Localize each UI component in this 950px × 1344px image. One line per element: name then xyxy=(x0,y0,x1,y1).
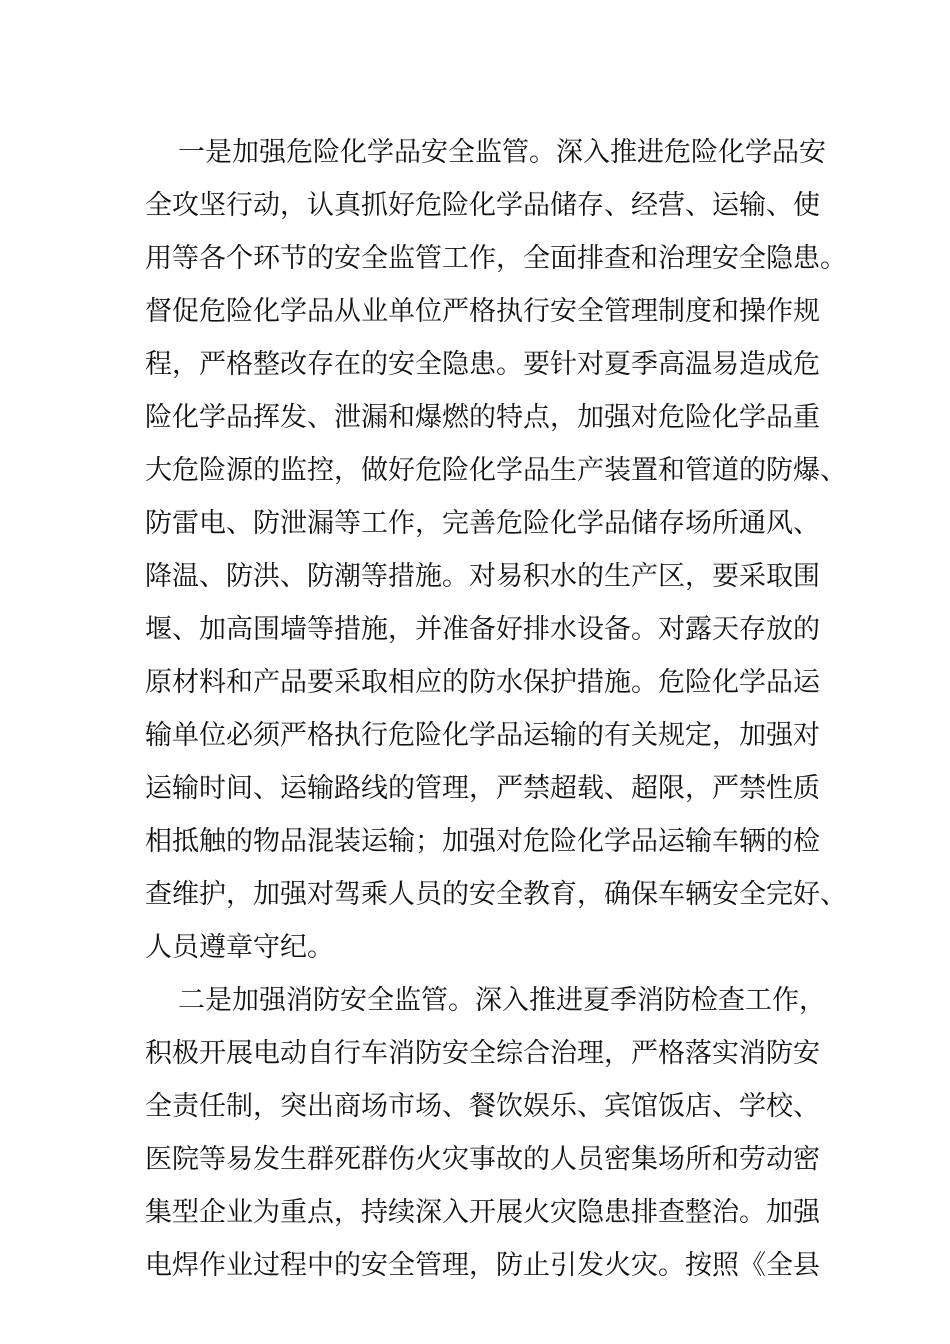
paragraph-1-line-12: 输单位必须严格执行危险化学品运输的有关规定，加强对 xyxy=(145,720,820,751)
paragraph-2-line-3: 全责任制，突出商场市场、餐饮娱乐、宾馆饭店、学校、 xyxy=(145,1091,820,1122)
paragraph-1-line-15: 查维护，加强对驾乘人员的安全教育，确保车辆安全完好、 xyxy=(145,879,847,910)
body-text xyxy=(145,126,847,1292)
paragraph-1-line-5: 程，严格整改存在的安全隐患。要针对夏季高温易造成危 xyxy=(145,349,820,380)
paragraph-1-line-11: 原材料和产品要采取相应的防水保护措施。危险化学品运 xyxy=(145,667,820,698)
paragraph-1-line-4: 督促危险化学品从业单位严格执行安全管理制度和操作规 xyxy=(145,296,820,327)
paragraph-2-line-6: 电焊作业过程中的安全管理，防止引发火灾。按照《全县 xyxy=(145,1250,820,1281)
paragraph-1-line-10: 堰、加高围墙等措施，并准备好排水设备。对露天存放的 xyxy=(145,614,820,645)
paragraph-1-line-1: 一是加强危险化学品安全监管。深入推进危险化学品安 xyxy=(178,137,826,168)
paragraph-2-line-4: 医院等易发生群死群伤火灾事故的人员密集场所和劳动密 xyxy=(145,1144,820,1175)
paragraph-1-line-16: 人员遵章守纪。 xyxy=(145,932,334,963)
paragraph-1-line-6: 险化学品挥发、泄漏和爆燃的特点，加强对危险化学品重 xyxy=(145,402,820,433)
paragraph-1-line-14: 相抵触的物品混装运输；加强对危险化学品运输车辆的检 xyxy=(145,826,820,857)
paragraph-1-line-7: 大危险源的监控，做好危险化学品生产装置和管道的防爆、 xyxy=(145,455,847,486)
paragraph-1-line-3: 用等各个环节的安全监管工作，全面排查和治理安全隐患。 xyxy=(145,243,847,274)
paragraph-1-line-9: 降温、防洪、防潮等措施。对易积水的生产区，要采取围 xyxy=(145,561,820,592)
paragraph-2-line-2: 积极开展电动自行车消防安全综合治理，严格落实消防安 xyxy=(145,1038,820,1069)
paragraph-1-line-2: 全攻坚行动，认真抓好危险化学品储存、经营、运输、使 xyxy=(145,190,820,221)
paragraph-2-line-1: 二是加强消防安全监管。深入推进夏季消防检查工作， xyxy=(178,985,826,1016)
paragraph-2-line-5: 集型企业为重点，持续深入开展火灾隐患排查整治。加强 xyxy=(145,1197,820,1228)
paragraph-1-line-13: 运输时间、运输路线的管理，严禁超载、超限，严禁性质 xyxy=(145,773,820,804)
paragraph-1-line-8: 防雷电、防泄漏等工作，完善危险化学品储存场所通风、 xyxy=(145,508,820,539)
